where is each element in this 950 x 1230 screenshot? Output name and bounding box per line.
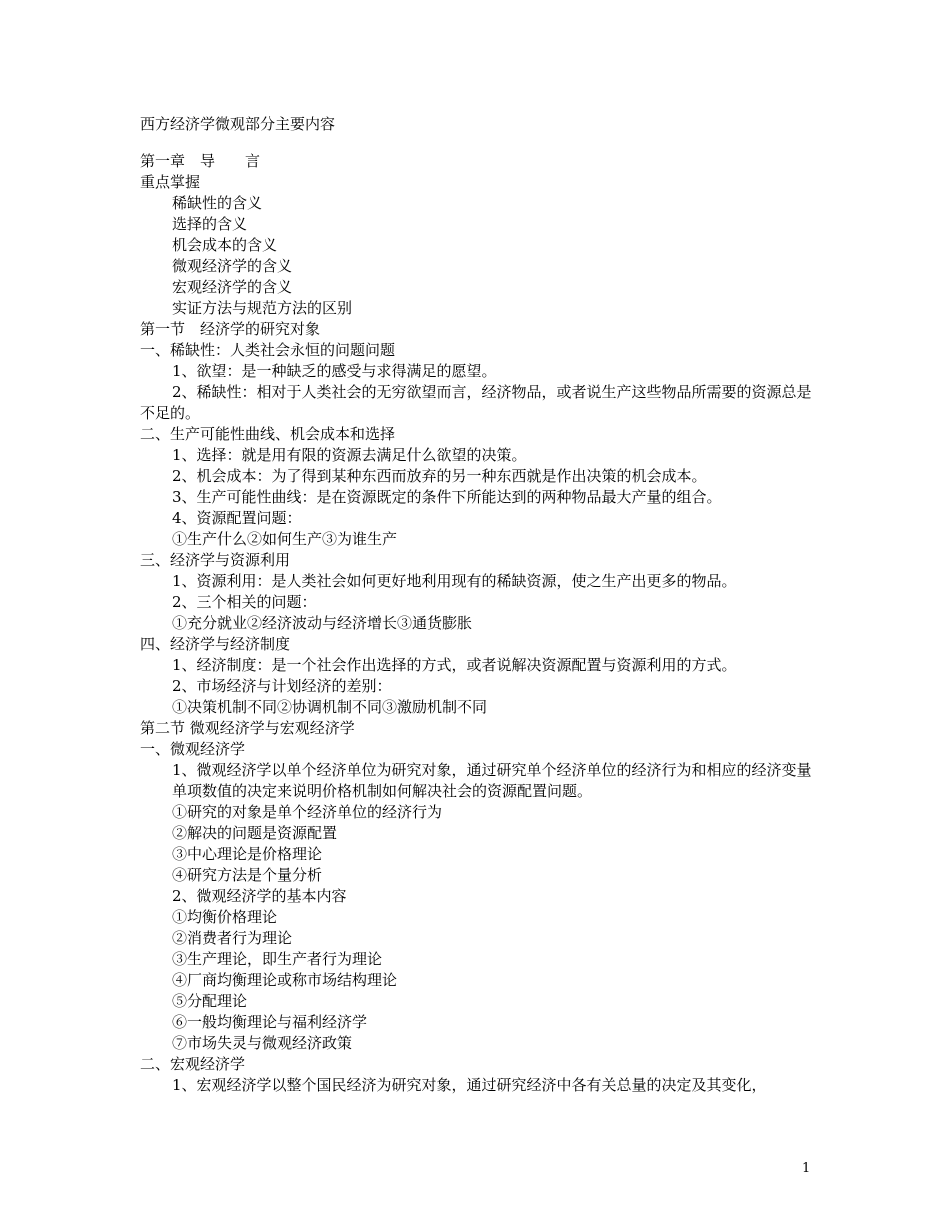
paragraph-item: 2、稀缺性：相对于人类社会的无穷欲望而言，经济物品，或者说生产这些物品所需要的资源总是不足的。 (140, 383, 812, 422)
subsection-heading: 四、经济学与经济制度 (140, 635, 291, 653)
paragraph-item: 2、机会成本：为了得到某种东西而放弃的另一种东西就是作出决策的机会成本。 (172, 467, 707, 485)
paragraph-detail: ①决策机制不同②协调机制不同③激励机制不同 (172, 698, 488, 716)
list-item: ④厂商均衡理论或称市场结构理论 (172, 971, 398, 989)
paragraph-item: 2、三个相关的问题： (172, 593, 317, 611)
section-title: 第一节 经济学的研究对象 (140, 320, 321, 338)
paragraph-detail: ①充分就业②经济波动与经济增长③通货膨胀 (172, 614, 473, 632)
paragraph-item: 2、市场经济与计划经济的差别： (172, 677, 392, 695)
list-item: ⑤分配理论 (172, 992, 248, 1010)
document-body (140, 151, 820, 1096)
subsection-heading: 三、经济学与资源利用 (140, 551, 291, 569)
list-item: ①均衡价格理论 (172, 908, 278, 926)
key-point-item: 实证方法与规范方法的区别 (172, 299, 353, 317)
paragraph-item: 1、资源利用：是人类社会如何更好地利用现有的稀缺资源，使之生产出更多的物品。 (172, 572, 737, 590)
list-item: ④研究方法是个量分析 (172, 866, 323, 884)
list-item: ②消费者行为理论 (172, 929, 293, 947)
key-point-item: 选择的含义 (172, 215, 248, 233)
list-item: ⑥一般均衡理论与福利经济学 (172, 1013, 368, 1031)
subsection-heading: 二、生产可能性曲线、机会成本和选择 (140, 425, 396, 443)
key-point-item: 微观经济学的含义 (172, 257, 293, 275)
subsection-heading: 一、微观经济学 (140, 740, 246, 758)
chapter-title: 第一章 导 言 (140, 152, 261, 170)
list-item: ①研究的对象是单个经济单位的经济行为 (172, 803, 443, 821)
key-point-item: 机会成本的含义 (172, 236, 278, 254)
list-item: ②解决的问题是资源配置 (172, 824, 338, 842)
list-item: ③生产理论，即生产者行为理论 (172, 950, 383, 968)
paragraph-item: 1、宏观经济学以整个国民经济为研究对象，通过研究经济中各有关总量的决定及其变化， (172, 1076, 767, 1094)
paragraph-item: 1、选择：就是用有限的资源去满足什么欲望的决策。 (172, 446, 527, 464)
list-item: ③中心理论是价格理论 (172, 845, 323, 863)
paragraph-item: 1、微观经济学以单个经济单位为研究对象，通过研究单个经济单位的经济行为和相应的经济变量单项数值的决定来说明价格机制如何解决社会的资源配置问题。 (172, 761, 812, 800)
key-point-item: 稀缺性的含义 (172, 194, 263, 212)
section-title: 第二节 微观经济学与宏观经济学 (140, 719, 355, 737)
paragraph-item: 4、资源配置问题： (172, 509, 302, 527)
list-item: ⑦市场失灵与微观经济政策 (172, 1034, 353, 1052)
document-title: 西方经济学微观部分主要内容 (140, 115, 336, 133)
key-point-item: 宏观经济学的含义 (172, 278, 293, 296)
subsection-heading: 二、宏观经济学 (140, 1055, 246, 1073)
paragraph-detail: ①生产什么②如何生产③为谁生产 (172, 530, 398, 548)
paragraph-item: 1、欲望：是一种缺乏的感受与求得满足的愿望。 (172, 362, 497, 380)
subsection-heading: 一、稀缺性：人类社会永恒的问题问题 (140, 341, 396, 359)
paragraph-item: 3、生产可能性曲线：是在资源既定的条件下所能达到的两种物品最大产量的组合。 (172, 488, 722, 506)
key-points-heading: 重点掌握 (140, 173, 201, 191)
page-number: 1 (802, 1161, 811, 1176)
paragraph-item: 2、微观经济学的基本内容 (172, 887, 347, 905)
paragraph-item: 1、经济制度：是一个社会作出选择的方式，或者说解决资源配置与资源利用的方式。 (172, 656, 737, 674)
